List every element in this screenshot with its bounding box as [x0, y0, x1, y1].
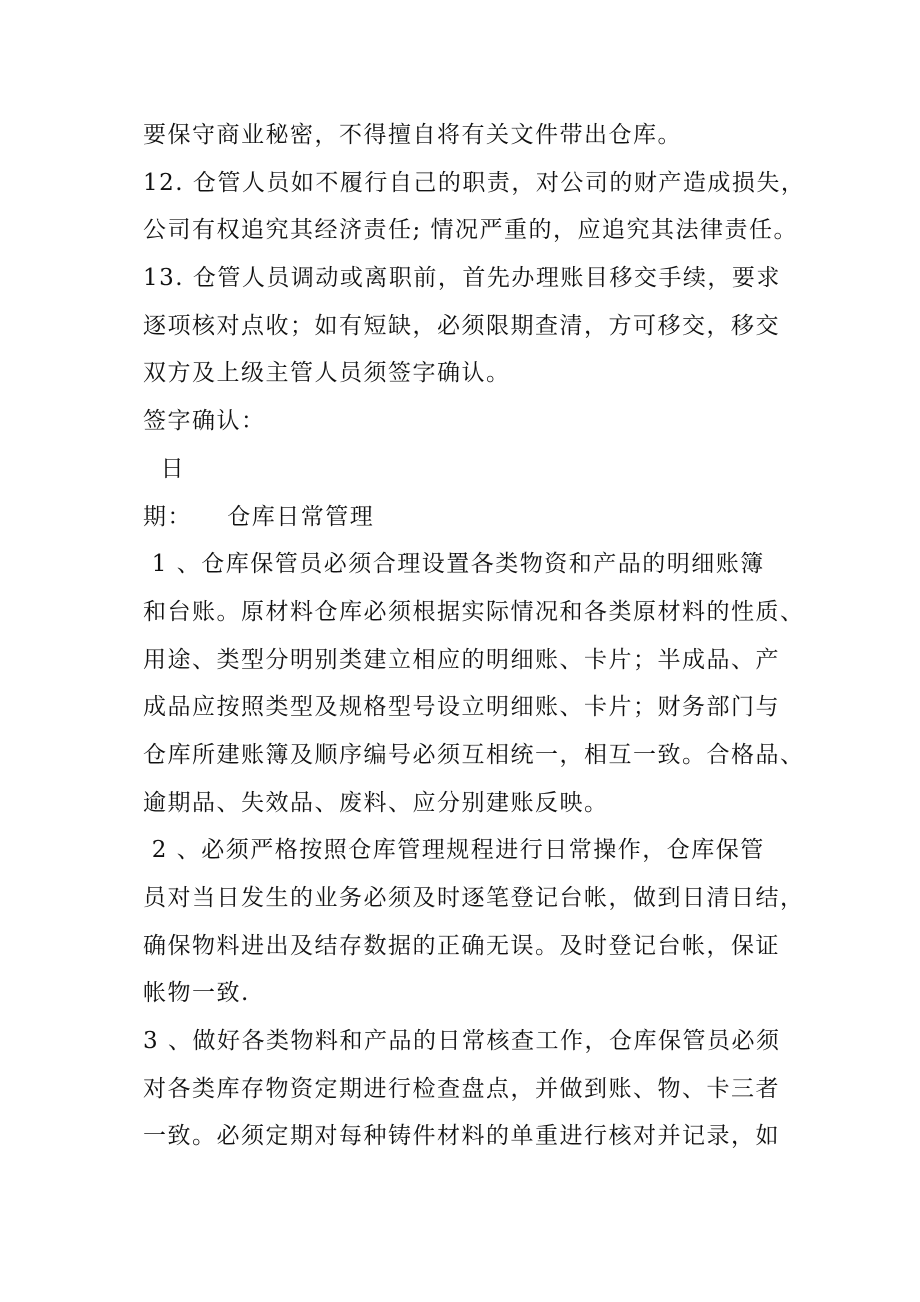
text-line: 逐项核对点收；如有短缺，必须限期查清，方可移交，移交: [143, 312, 780, 339]
text-line: 公司有权追究其经济责任; 情况严重的，应追究其法律责任。: [143, 217, 799, 244]
text-line: 和台账。原材料仓库必须根据实际情况和各类原材料的性质、: [143, 598, 805, 625]
text-line: 期： 仓库日常管理: [143, 503, 375, 530]
text-line: 确保物料进出及结存数据的正确无误。及时登记台帐，保证: [143, 932, 780, 959]
text-line: 12. 仓管人员如不履行自己的职责，对公司的财产造成损失，: [143, 169, 806, 196]
text-line: 帐物一致.: [143, 980, 250, 1007]
text-line: 仓库所建账簿及顺序编号必须互相统一，相互一致。合格品、: [143, 741, 805, 768]
text-line: 3 、做好各类物料和产品的日常核查工作，仓库保管员必须: [143, 1028, 781, 1055]
text-line: 一致。必须定期对每种铸件材料的单重进行核对并记录，如: [143, 1123, 780, 1150]
text-line: 成品应按照类型及规格型号设立明细账、卡片；财务部门与: [143, 694, 780, 721]
text-line: 日: [143, 455, 186, 482]
text-line: 1 、仓库保管员必须合理设置各类物资和产品的明细账簿: [143, 551, 765, 578]
text-line: 双方及上级主管人员须签字确认。: [143, 360, 511, 387]
text-line: 13. 仓管人员调动或离职前，首先办理账目移交手续，要求: [143, 265, 781, 292]
text-line: 2 、必须严格按照仓库管理规程进行日常操作，仓库保管: [143, 837, 765, 864]
document-body: [143, 112, 806, 1161]
text-line: 签字确认：: [143, 408, 266, 435]
text-line: 要保守商业秘密，不得擅自将有关文件带出仓库。: [143, 122, 682, 148]
text-line: 员对当日发生的业务必须及时逐笔登记台帐，做到日清日结，: [143, 885, 805, 911]
text-line: 用途、类型分明别类建立相应的明细账、卡片；半成品、产: [143, 646, 780, 673]
text-line: 对各类库存物资定期进行检查盘点，并做到账、物、卡三者: [143, 1075, 780, 1102]
text-line: 逾期品、失效品、废料、应分别建账反映。: [143, 789, 609, 816]
